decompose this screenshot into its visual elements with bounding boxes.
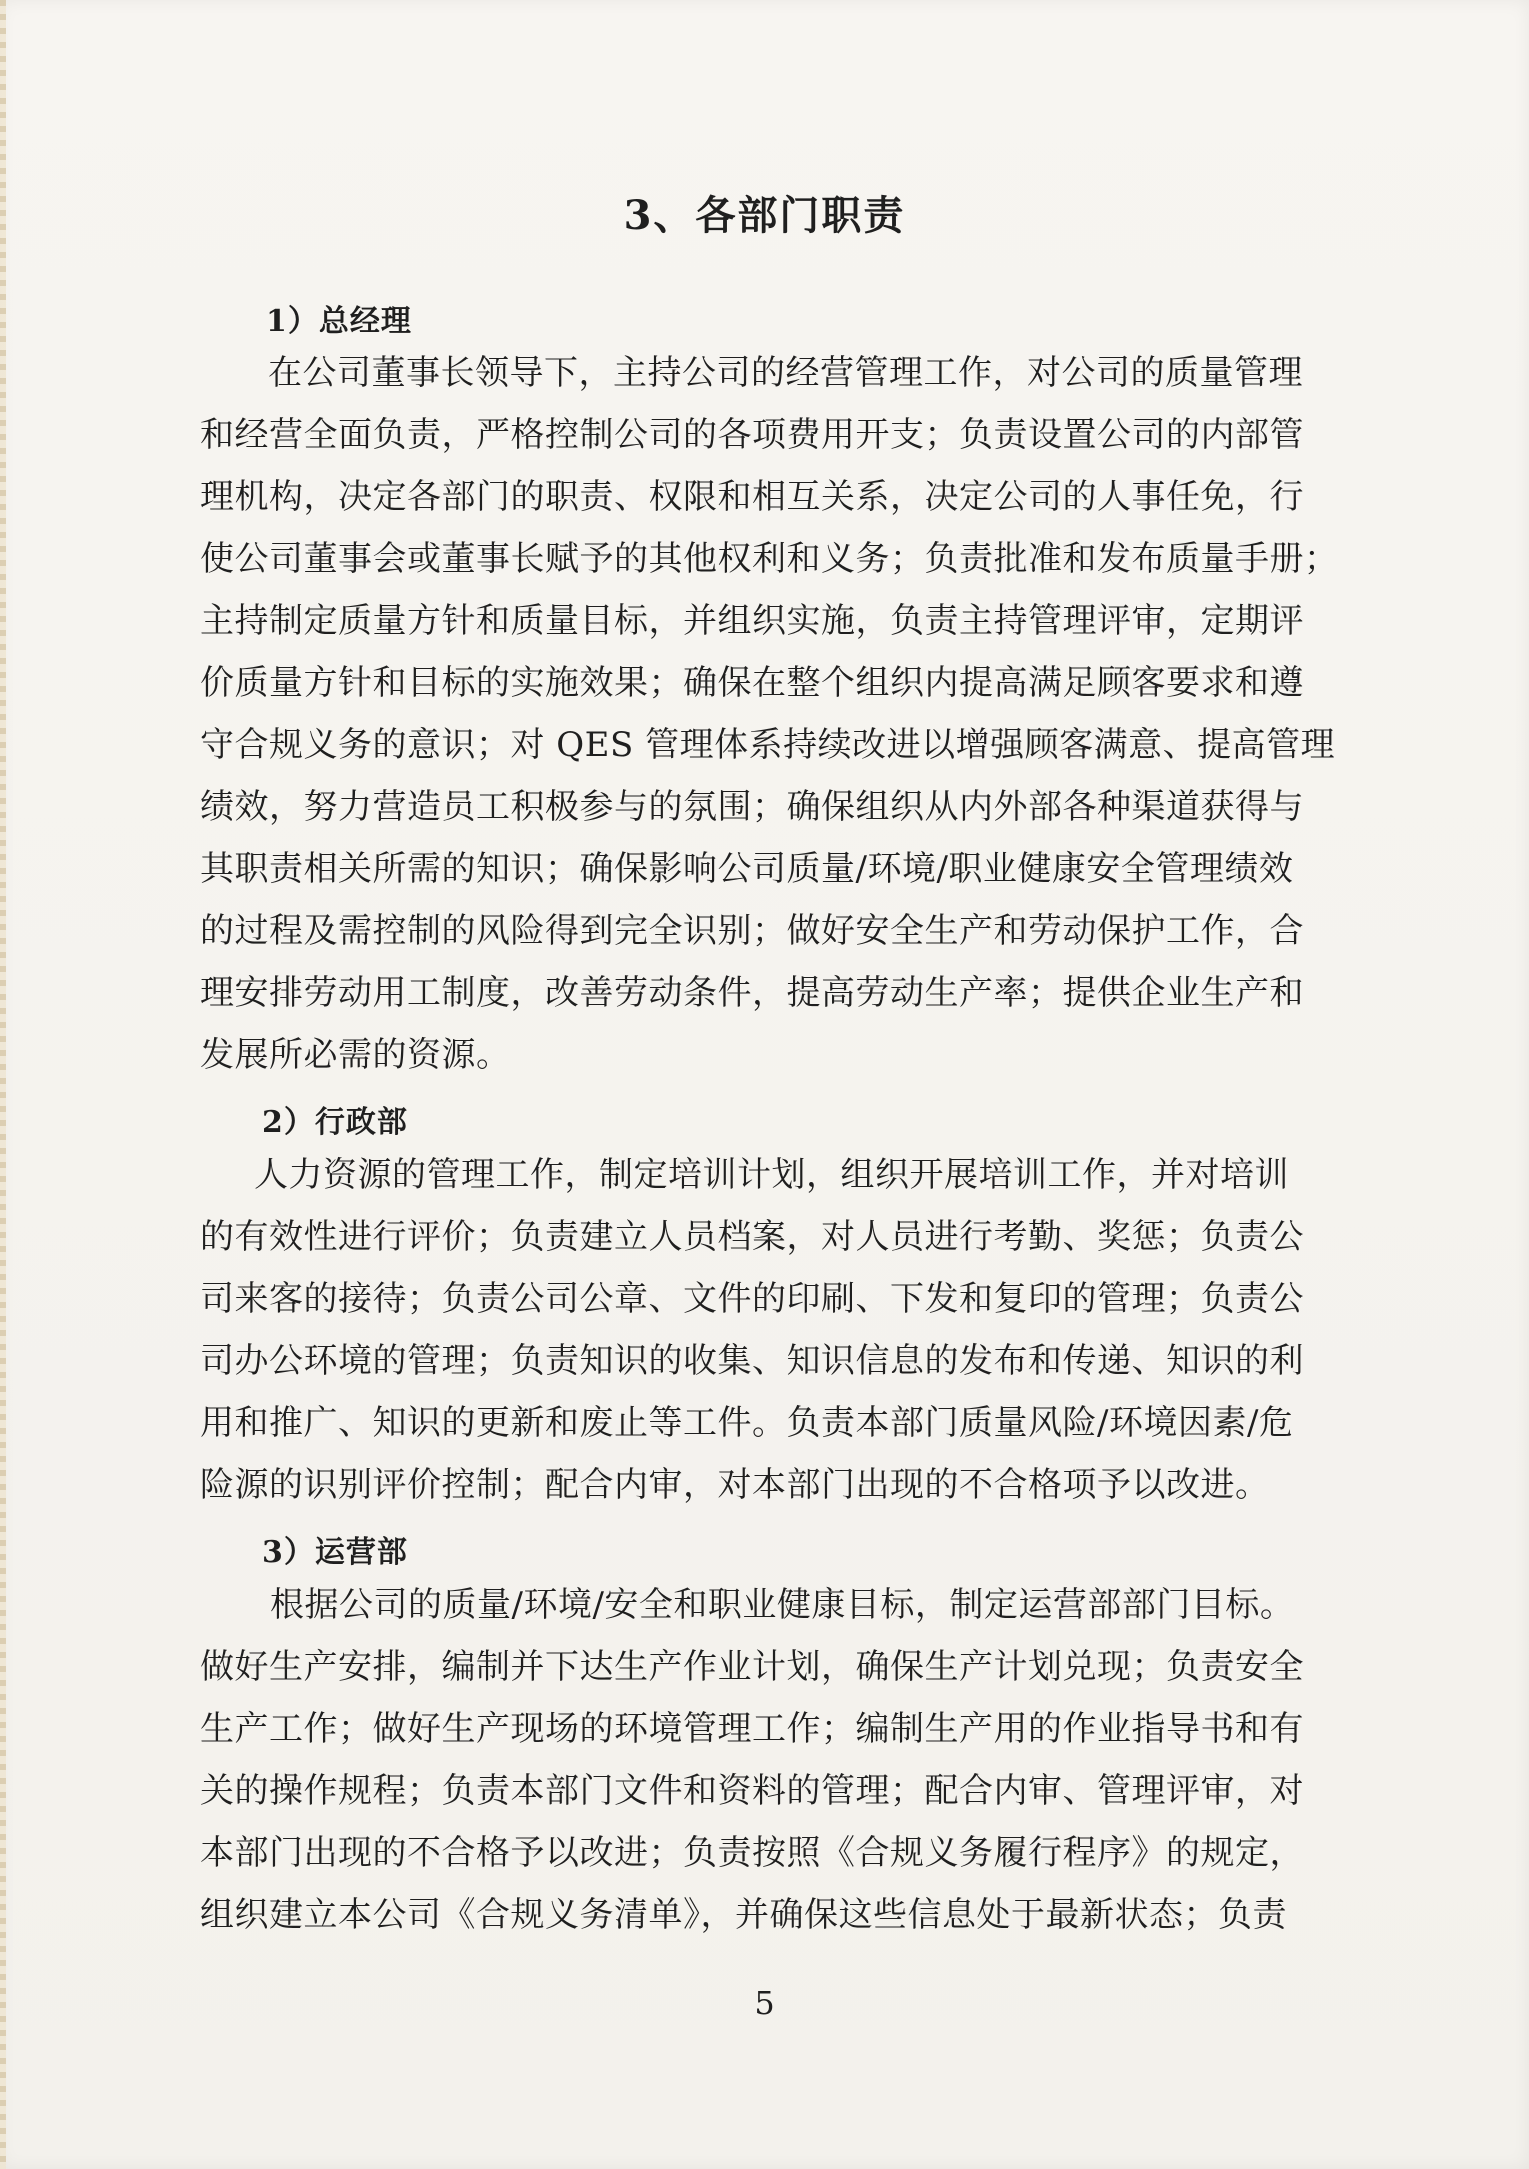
paragraph-line: 人力资源的管理工作，制定培训计划，组织开展培训工作，并对培训	[254, 1155, 1289, 1195]
paragraph-line: 的有效性进行评价；负责建立人员档案，对人员进行考勤、奖惩；负责公	[200, 1217, 1304, 1257]
paragraph-line: 司办公环境的管理；负责知识的收集、知识信息的发布和传递、知识的利	[200, 1341, 1304, 1381]
page-number: 5	[754, 1984, 775, 2022]
paragraph-line: 绩效，努力营造员工积极参与的氛围；确保组织从内外部各种渠道获得与	[200, 787, 1304, 827]
paragraph-line: 险源的识别评价控制；配合内审，对本部门出现的不合格项予以改进。	[200, 1465, 1270, 1505]
page-title: 3、各部门职责	[623, 192, 906, 239]
paragraph-line: 根据公司的质量/环境/安全和职业健康目标，制定运营部部门目标。	[270, 1585, 1295, 1625]
paragraph-line: 的过程及需控制的风险得到完全识别；做好安全生产和劳动保护工作，合	[200, 911, 1304, 951]
paragraph-line: 理安排劳动用工制度，改善劳动条件，提高劳动生产率；提供企业生产和	[200, 973, 1304, 1013]
section-heading-operations: 3）运营部	[262, 1535, 408, 1570]
paragraph-line: 用和推广、知识的更新和废止等工件。负责本部门质量风险/环境因素/危	[200, 1403, 1294, 1443]
section-heading-general-manager: 1）总经理	[266, 304, 412, 339]
paragraph-line: 其职责相关所需的知识；确保影响公司质量/环境/职业健康安全管理绩效	[200, 849, 1294, 889]
paragraph-line: 守合规义务的意识；对 QES 管理体系持续改进以增强顾客满意、提高管理	[200, 725, 1336, 765]
paragraph-line: 做好生产安排，编制并下达生产作业计划，确保生产计划兑现；负责安全	[200, 1647, 1304, 1687]
paragraph-line: 使公司董事会或董事长赋予的其他权利和义务；负责批准和发布质量手册；	[200, 539, 1339, 579]
paragraph-line: 组织建立本公司《合规义务清单》，并确保这些信息处于最新状态；负责	[200, 1895, 1287, 1935]
paragraph-line: 和经营全面负责，严格控制公司的各项费用开支；负责设置公司的内部管	[200, 415, 1304, 455]
paragraph-line: 生产工作；做好生产现场的环境管理工作；编制生产用的作业指导书和有	[200, 1709, 1304, 1749]
paragraph-line: 主持制定质量方针和质量目标，并组织实施，负责主持管理评审，定期评	[200, 601, 1304, 641]
page-binding-edge	[0, 0, 6, 2169]
paragraph-line: 发展所必需的资源。	[200, 1035, 511, 1075]
paragraph-line: 司来客的接待；负责公司公章、文件的印刷、下发和复印的管理；负责公	[200, 1279, 1304, 1319]
paragraph-line: 关的操作规程；负责本部门文件和资料的管理；配合内审、管理评审，对	[200, 1771, 1304, 1811]
section-heading-administration: 2）行政部	[262, 1105, 408, 1140]
paragraph-line: 理机构，决定各部门的职责、权限和相互关系，决定公司的人事任免，行	[200, 477, 1304, 517]
paragraph-line: 价质量方针和目标的实施效果；确保在整个组织内提高满足顾客要求和遵	[200, 663, 1304, 703]
paragraph-line: 本部门出现的不合格予以改进；负责按照《合规义务履行程序》的规定，	[200, 1833, 1304, 1873]
paragraph-line: 在公司董事长领导下，主持公司的经营管理工作，对公司的质量管理	[268, 353, 1303, 393]
